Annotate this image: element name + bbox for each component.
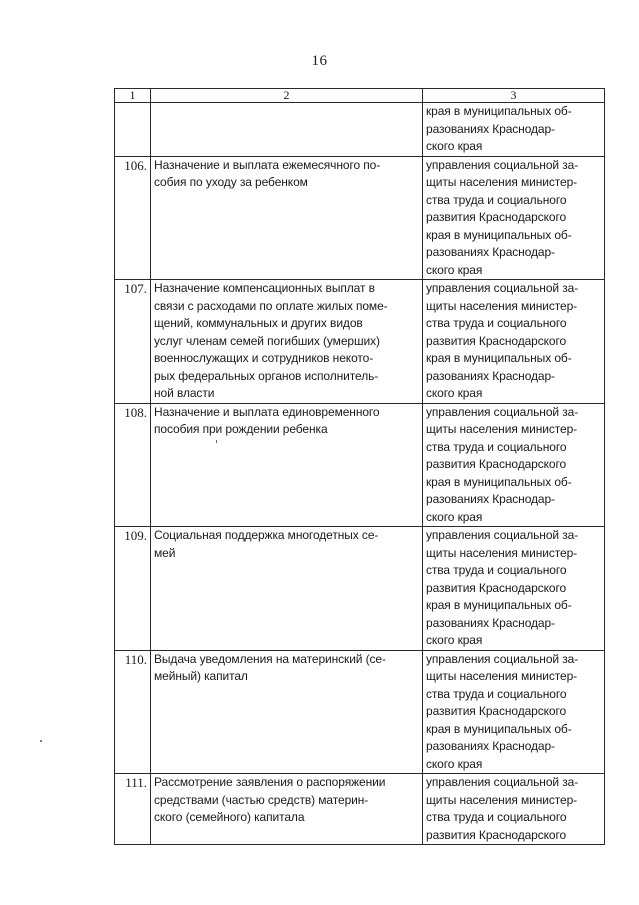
service-name-line: Рассмотрение заявления о распоряжении [154,775,386,789]
table-row [115,280,605,404]
service-name-line: Назначение компенсационных выплат в [154,281,375,295]
service-name-line: Выдача уведомления на материнский (се- [154,651,386,666]
responsible-org-line: края в муниципальных об- [426,227,572,242]
row-number: 106. [115,156,151,280]
service-name-line: Социальная поддержка многодетных се- [154,528,379,542]
responsible-org-line: ского края [426,509,483,524]
service-name-cell [151,774,423,845]
service-name-cell [151,403,423,527]
responsible-org-line: щиты населения министер- [426,422,578,436]
responsible-org-line: ского края [426,139,483,153]
service-name-cell [151,156,423,280]
responsible-org-line: управления социальной за- [426,528,579,542]
responsible-org-line: ского края [426,756,483,771]
responsible-org-line: щиты населения министер- [426,175,578,189]
service-name-line: собия по уходу за ребенком [154,175,308,189]
page-number: 16 [311,53,328,69]
responsible-org-cell [423,774,605,845]
column-header-3: 3 [423,89,605,103]
service-name-line: средствами (частью средств) материн- [154,792,369,807]
responsible-org-cell [423,280,605,404]
service-name-line: Назначение и выплата ежемесячного по- [154,157,381,172]
responsible-org-line: щиты населения министер- [426,792,578,807]
service-name-line: пособия при рождении ребенка [154,422,328,436]
table-row [115,103,605,157]
responsible-org-line: управления социальной за- [426,404,579,419]
responsible-org-line: края в муниципальных об- [426,598,572,612]
responsible-org-line: ского края [426,262,483,277]
service-name-line: услуг членам семей погибших (умерших) [154,333,380,348]
row-number: 110. [115,650,151,774]
responsible-org-line: разованиях Краснодар- [426,739,555,753]
responsible-org-line: ского края [426,633,483,647]
responsible-org-line: управления социальной за- [426,281,579,295]
responsible-org-cell [423,103,605,157]
responsible-org-line: развития Краснодарского [426,210,567,224]
service-name-line: военнослужащих и сотрудников некото- [154,351,374,365]
row-number: 108. [115,403,151,527]
responsible-org-line: разованиях Краснодар- [426,492,555,506]
column-header-2: 2 [151,89,423,103]
table-row [115,403,605,527]
service-name-line: мейный) капитал [154,669,248,683]
service-name-line: щений, коммунальных и других видов [154,316,363,330]
service-name-cell [151,650,423,774]
table-row [115,774,605,845]
responsible-org-line: щиты населения министер- [426,298,578,313]
responsible-org-line: разованиях Краснодар- [426,245,555,259]
responsible-org-line: развития Краснодарского [426,457,567,471]
service-name-line: мей [154,545,176,560]
table-row [115,527,605,651]
responsible-org-line: управления социальной за- [426,157,579,172]
service-name-cell [151,103,423,157]
responsible-org-line: щиты населения министер- [426,545,578,560]
table-row [115,650,605,774]
responsible-org-line: ства труда и социального [426,192,567,207]
responsible-org-line: ства труда и социального [426,316,567,330]
responsible-org-cell [423,403,605,527]
responsible-org-line: края в муниципальных об- [426,721,572,736]
responsible-org-line: разованиях Краснодар- [426,121,555,136]
responsible-org-line: развития Краснодарского [426,704,567,718]
row-number [115,103,151,157]
responsible-org-cell [423,527,605,651]
responsible-org-line: щиты населения министер- [426,669,578,683]
service-name-line: ной власти [154,386,215,400]
service-name-line: Назначение и выплата единовременного [154,404,380,419]
column-header-1: 1 [115,89,151,103]
scan-speck [40,740,42,742]
responsible-org-cell [423,650,605,774]
table-row [115,156,605,280]
service-name-line: ского (семейного) капитала [154,810,305,824]
responsible-org-line: ства труда и социального [426,810,567,824]
row-number: 107. [115,280,151,404]
responsible-org-line: ства труда и социального [426,563,567,577]
responsible-org-line: управления социальной за- [426,651,579,666]
service-name-cell [151,527,423,651]
responsible-org-line: края в муниципальных об- [426,351,572,365]
row-number: 111. [115,774,151,845]
service-name-line: связи с расходами по оплате жилых поме- [154,298,388,313]
responsible-org-line: развития Краснодарского [426,333,567,348]
responsible-org-cell [423,156,605,280]
responsible-org-line: развития Краснодарского [426,827,567,842]
service-name-cell [151,280,423,404]
scan-speck [216,440,217,443]
responsible-org-line: ства труда и социального [426,686,567,701]
responsible-org-line: ского края [426,386,483,400]
responsible-org-line: края в муниципальных об- [426,474,572,489]
responsible-org-line: разованиях Краснодар- [426,615,555,630]
responsible-org-line: края в муниципальных об- [426,104,572,118]
responsible-org-line: разованиях Краснодар- [426,368,555,383]
responsible-org-line: управления социальной за- [426,775,579,789]
table-header-row [115,89,605,103]
services-table [114,88,605,845]
table-body [115,103,605,845]
service-name-line: рых федеральных органов исполнитель- [154,368,379,383]
responsible-org-line: ства труда и социального [426,439,567,454]
row-number: 109. [115,527,151,651]
responsible-org-line: развития Краснодарского [426,580,567,595]
